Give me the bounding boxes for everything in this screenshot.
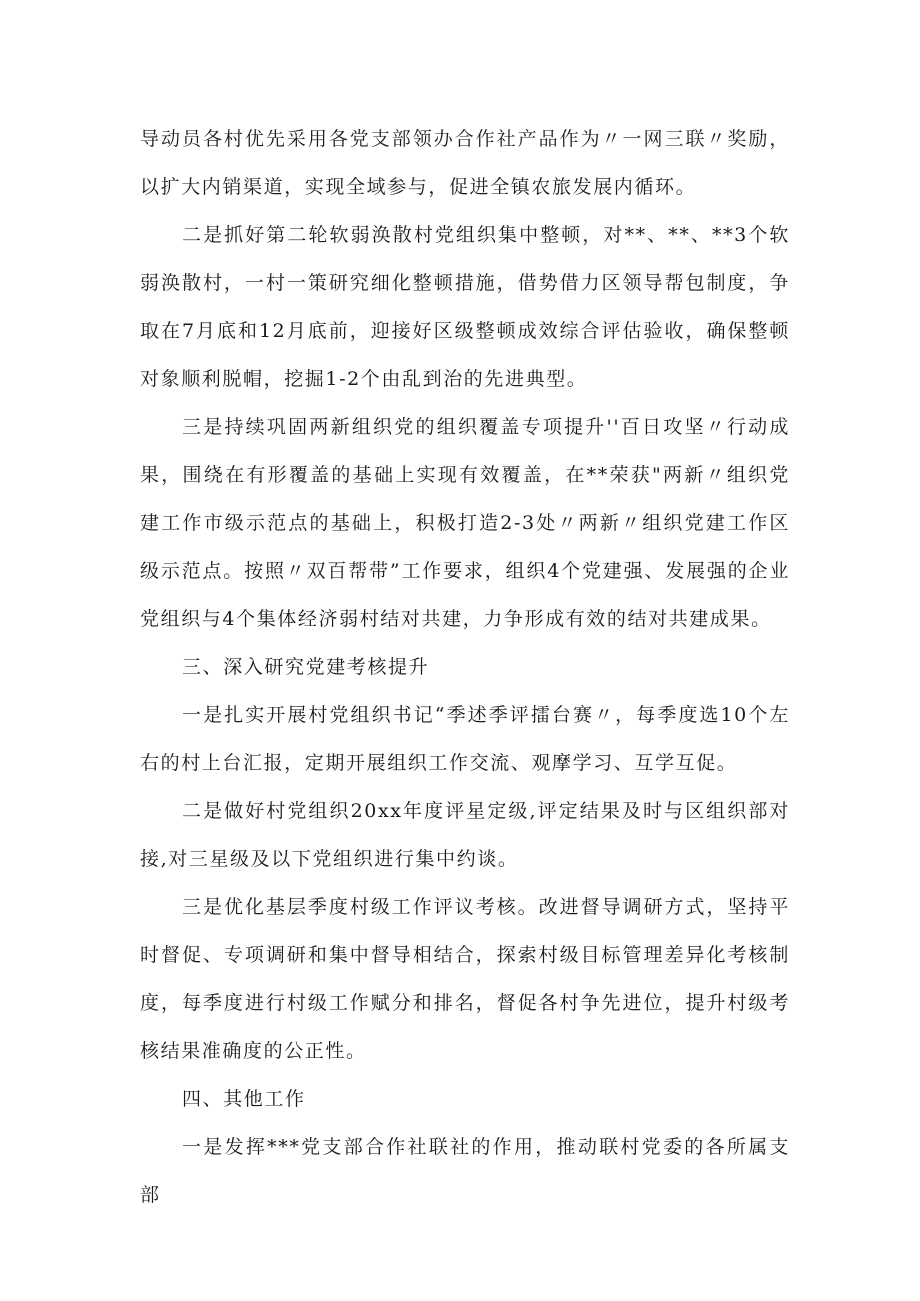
paragraph-intro-continuation: 导动员各村优先采用各党支部领办合作社产品作为〃一网三联〃奖励，以扩大内销渠道，实现全域参与，促进全镇农旅发展内循环。 xyxy=(140,128,790,198)
paragraph-two-new-organizations: 三是持续巩固两新组织党的组织覆盖专项提升''百日攻坚〃行动成果，围绕在有形覆盖的基础上实现有效覆盖，在**荣获"两新〃组织党建工作市级示范点的基础上，积极打造2-3处〃两新〃组织党建工作区级示范点。按照〃双百帮带”工作要求，组织4个党建强、发展强的企业党组织与4个集体经济弱村结对共建，力争形成有效的结对共建成果。 xyxy=(140,416,790,630)
section-heading-other-work: 四、其他工作 xyxy=(182,1088,306,1110)
paragraph-secretary-contest: 一是扎实开展村党组织书记“季述季评擂台赛〃，每季度选10个左右的村上台汇报，定期开展组织工作交流、观摩学习、互学互促。 xyxy=(140,704,790,774)
section-heading-assessment: 三、深入研究党建考核提升 xyxy=(182,656,430,678)
paragraph-rectification: 二是抓好第二轮软弱涣散村党组织集中整顿，对**、**、**3个软弱涣散村，一村一策研究细化整顿措施，借势借力区领导帮包制度，争取在7月底和12月底前，迎接好区级整顿成效综合评估验收，确保整顿对象顺利脱帽，挖掘1-2个由乱到治的先进典型。 xyxy=(140,224,790,390)
paragraph-star-rating: 二是做好村党组织20xx年度评星定级,评定结果及时与区组织部对接,对三星级及以下党组织进行集中约谈。 xyxy=(140,800,790,870)
paragraph-cooperative-union: 一是发挥***党支部合作社联社的作用，推动联村党委的各所属支部 xyxy=(140,1136,790,1206)
paragraph-quarterly-review: 三是优化基层季度村级工作评议考核。改进督导调研方式，坚持平时督促、专项调研和集中督导相结合，探索村级目标管理差异化考核制度，每季度进行村级工作赋分和排名，督促各村争先进位，提升村级考核结果准确度的公正性。 xyxy=(140,896,790,1062)
